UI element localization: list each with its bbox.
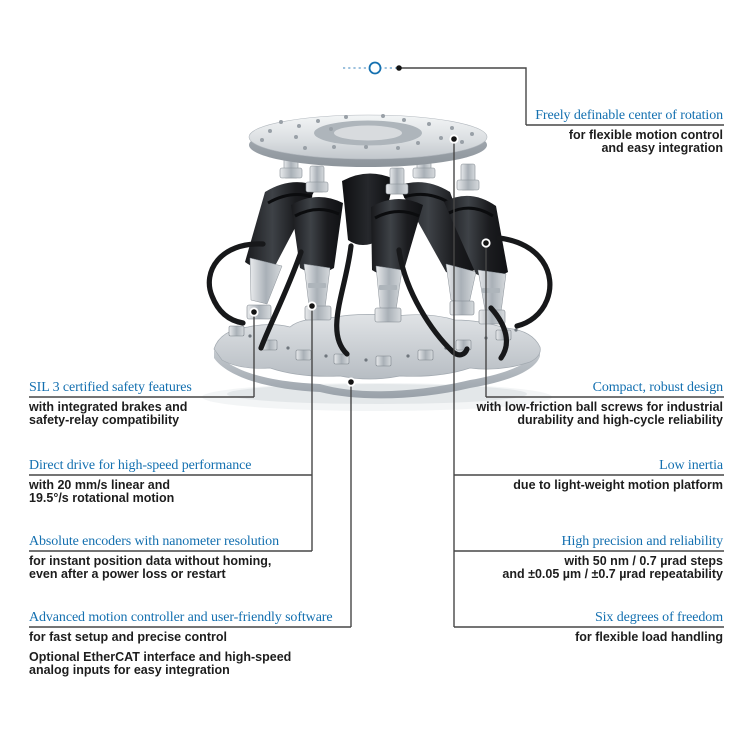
- callout-body-sil3-safety: with integrated brakes and safety-relay compatibility: [29, 400, 188, 427]
- callout-title-high-precision: High precision and reliability: [561, 534, 723, 549]
- callout-body-compact-design: with low-friction ball screws for industrial durability and high-cycle reliability: [476, 400, 723, 427]
- callout-title-motion-controller: Advanced motion controller and user-friendly software: [29, 610, 333, 625]
- dot-base-center: [346, 377, 355, 386]
- callout-title-sil3-safety: SIL 3 certified safety features: [29, 380, 192, 395]
- callout-body-direct-drive: with 20 mm/s linear and 19.5°/s rotational motion: [29, 478, 175, 505]
- callout-body-high-precision: with 50 nm / 0.7 µrad steps and ±0.05 µm / ±0.7 µrad repeatability: [502, 554, 723, 581]
- callout-body-absolute-encoders: for instant position data without homing, even after a power loss or restart: [29, 554, 272, 581]
- callout-title-compact-design: Compact, robust design: [592, 380, 723, 395]
- rotation-center-circle-icon: [370, 63, 381, 74]
- callout-title-six-dof: Six degrees of freedom: [594, 610, 723, 625]
- callout-title-low-inertia: Low inertia: [659, 458, 723, 473]
- callout-body-six-dof: for flexible load handling: [575, 630, 723, 644]
- dot-platform: [449, 134, 458, 143]
- callout-title-center-of-rotation: Freely definable center of rotation: [535, 108, 723, 123]
- dot-strut-left: [307, 301, 316, 310]
- callout-body-low-inertia: due to light-weight motion platform: [513, 478, 723, 492]
- rotation-center-indicator: [343, 63, 397, 74]
- callout-title-absolute-encoders: Absolute encoders with nanometer resolution: [29, 534, 279, 549]
- callout-title-direct-drive: Direct drive for high-speed performance: [29, 458, 252, 473]
- dot-actuator-right: [481, 238, 490, 247]
- callout-body-ethercat: Optional EtherCAT interface and high-speed analog inputs for easy integration: [29, 650, 292, 677]
- dot-base-left: [249, 307, 258, 316]
- callout-body-center-of-rotation: for flexible motion control and easy integration: [568, 128, 723, 155]
- callout-body-motion-controller: for fast setup and precise control: [29, 630, 227, 644]
